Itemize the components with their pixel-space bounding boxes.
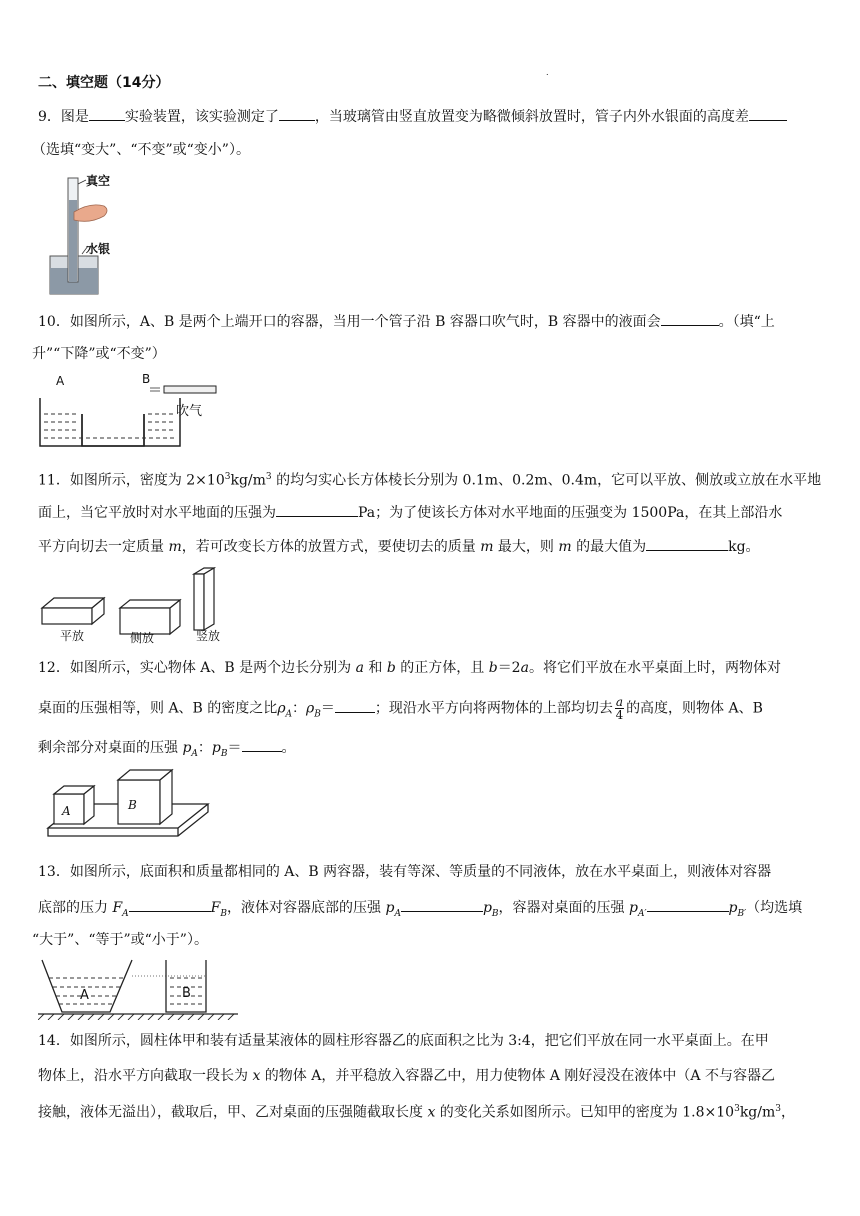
question-12-line-1: 12．如图所示，实心物体 A、B 是两个边长分别为 a 和 b 的正方体，且 b＝2a。将它们平放在水平桌面上时，两物体对: [38, 660, 781, 676]
container-b-label: B: [142, 372, 151, 386]
mercury-label: 水银: [86, 242, 111, 256]
question-12-line-2: 桌面的压强相等，则 A、B 的密度之比$\rho_A$：$\rho_B=$ ；现沿水平方向将两物体的上部均切去 $\frac{a}{4}$ 的高度，则物体 A、B: [38, 695, 763, 722]
blow-label: 吹气: [176, 404, 203, 419]
upright-label: 竖放: [196, 629, 221, 643]
vacuum-label: 真空: [86, 174, 111, 188]
answer-blank[interactable]: [129, 897, 211, 912]
cube-a-label: A: [62, 804, 71, 818]
torricelli-figure: [44, 170, 124, 298]
question-14-line-2: 物体上，沿水平方向截取一段长为 x 的物体 A，并平稳放入容器乙中，用力使物体 A 刚好浸没在液体中（A 不与容器乙: [38, 1068, 775, 1084]
question-14-line-3: 接触，液体无溢出），截取后，甲、乙对桌面的压强随截取长度 x 的变化关系如图所示。已知甲的密度为 $1.8\times 10^3kg/m^3$，: [38, 1104, 795, 1121]
dot-mark: .: [546, 68, 549, 77]
question-13-line-2: 底部的压力 $F_A$ $F_B$，液体对容器底部的压强 $p_A$ $p_B$，容器对桌面的压强 $p_{A'}$ $p_{B'}$（均选填: [38, 897, 802, 924]
answer-blank[interactable]: [276, 502, 358, 517]
answer-blank[interactable]: [401, 897, 483, 912]
container-a-label: A: [56, 374, 65, 388]
question-10-line-2: 升”“下降”或“不变”）: [32, 346, 166, 362]
question-13-line-3: “大于”、“等于”或“小于”）。: [32, 932, 208, 948]
question-14-line-1: 14．如图所示，圆柱体甲和装有适量某液体的圆柱形容器乙的底面积之比为 3:4，把它们平放在同一水平桌面上。在甲: [38, 1033, 769, 1049]
answer-blank[interactable]: [646, 536, 728, 551]
answer-blank[interactable]: [279, 106, 315, 121]
two-containers-figure: [38, 956, 248, 1020]
cube-b-label: B: [128, 798, 137, 812]
answer-blank[interactable]: [335, 698, 375, 713]
question-11-line-2: 面上，当它平放时对水平地面的压强为 Pa；为了使该长方体对水平地面的压强变为 1500Pa，在其上部沿水: [38, 502, 782, 523]
answer-blank[interactable]: [242, 737, 282, 752]
question-9-line-1: 9．图是 实验装置，该实验测定了 ，当玻璃管由竖直放置变为略微倾斜放置时，管子内外水银面的高度差: [38, 106, 787, 127]
question-13-line-1: 13．如图所示，底面积和质量都相同的 A、B 两容器，装有等深、等质量的不同液体，放在水平桌面上，则液体对容器: [38, 864, 772, 880]
fraction-a-over-4: $\frac{a}{4}$: [615, 695, 624, 722]
section-title: 二、填空题（14分）: [38, 75, 170, 91]
answer-blank[interactable]: [749, 106, 787, 121]
question-12-line-3: 剩余部分对桌面的压强 $p_A$：$p_B=$ 。: [38, 737, 296, 764]
question-9-line-2: （选填“变大”、“不变”或“变小”）。: [32, 142, 250, 158]
answer-blank[interactable]: [647, 897, 729, 912]
connected-containers-figure: [38, 370, 238, 450]
flat-label: 平放: [60, 629, 85, 643]
question-11-line-1: 11．如图所示，密度为 $2\times 10^3kg/m^3$ 的均匀实心长方体棱长分别为 0.1m、0.2m、0.4m，它可以平放、侧放或立放在水平地: [38, 472, 822, 489]
question-10-line-1: 10．如图所示，A、B 是两个上端开口的容器，当用一个管子沿 B 容器口吹气时，B 容器中的液面会 。（填“上: [38, 311, 775, 332]
container-b-label: B: [182, 986, 191, 1001]
side-label: 侧放: [130, 631, 155, 645]
answer-blank[interactable]: [89, 106, 125, 121]
answer-blank[interactable]: [661, 311, 719, 326]
question-11-line-3: 平方向切去一定质量 m，若可改变长方体的放置方式，要使切去的质量 m 最大，则 m 的最大值为 kg。: [38, 536, 760, 557]
container-a-label: A: [80, 988, 89, 1003]
